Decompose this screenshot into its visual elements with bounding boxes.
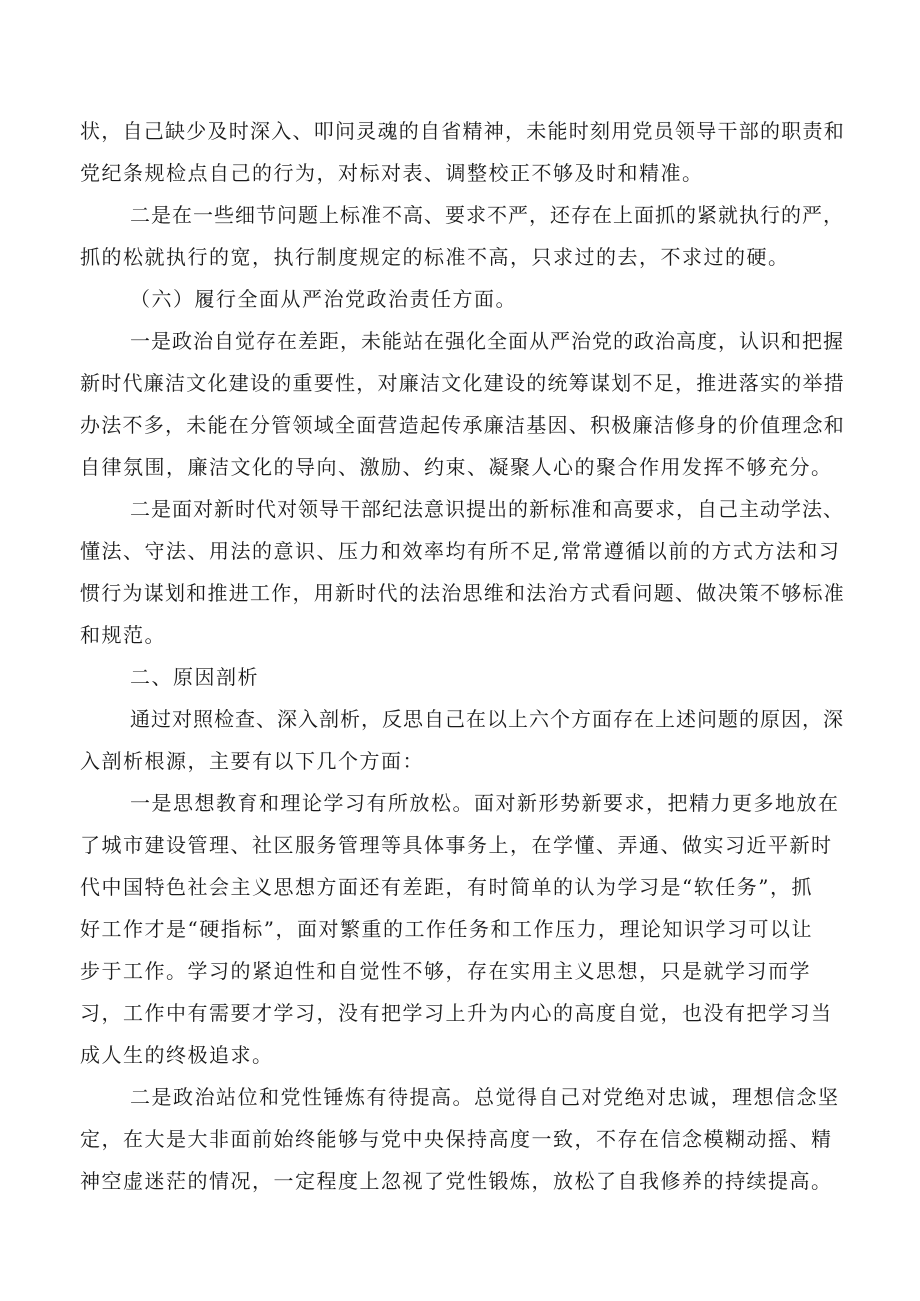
text-line: 了城市建设管理、社区服务管理等具体事务上，在学懂、弄通、做实习近平新时 (80, 833, 833, 857)
text-line: 步于工作。学习的紧迫性和自觉性不够，存在实用主义思想，只是就学习而学 (80, 959, 811, 983)
section-heading: （六）履行全面从严治党政治责任方面。 (130, 287, 517, 311)
text-line: 习，工作中有需要才学习，没有把学习上升为内心的高度自觉，也没有把学习当 (80, 1001, 833, 1025)
text-line: 懂法、守法、用法的意识、压力和效率均有所不足,常常遵循以前的方式方法和习 (80, 539, 841, 563)
text-line: 抓的松就执行的宽，执行制度规定的标准不高，只求过的去，不求过的硬。 (80, 245, 790, 269)
text-line: 一是政治自觉存在差距，未能站在强化全面从严治党的政治高度，认识和把握 (130, 329, 844, 353)
text-line: 新时代廉洁文化建设的重要性，对廉洁文化建设的统筹谋划不足，推进落实的举措 (80, 371, 845, 395)
text-line: 一是思想教育和理论学习有所放松。面对新形势新要求，把精力更多地放在 (130, 791, 840, 815)
text-line: 状，自己缺少及时深入、叩问灵魂的自省精神，未能时刻用党员领导干部的职责和 (80, 119, 845, 143)
text-line: 代中国特色社会主义思想方面还有差距，有时简单的认为学习是“软任务”，抓 (80, 875, 813, 899)
section-heading: 二、原因剖析 (130, 665, 259, 689)
text-line: 神空虚迷茫的情况，一定程度上忽视了党性锻炼，放松了自我修养的持续提高。 (80, 1169, 833, 1193)
text-line: 惯行为谋划和推进工作，用新时代的法治思维和法治方式看问题、做决策不够标准 (80, 581, 845, 605)
text-line: 二是在一些细节问题上标准不高、要求不严，还存在上面抓的紧就执行的严， (130, 203, 844, 227)
text-line: 入剖析根源，主要有以下几个方面： (80, 749, 424, 773)
text-line: 好工作才是“硬指标”，面对繁重的工作任务和工作压力，理论知识学习可以让 (80, 917, 813, 941)
text-line: 定，在大是大非面前始终能够与党中央保持高度一致，不存在信念模糊动摇、精 (80, 1127, 833, 1151)
text-line: 党纪条规检点自己的行为，对标对表、调整校正不够及时和精准。 (80, 161, 704, 185)
text-line: 和规范。 (80, 623, 166, 647)
text-line: 成人生的终极追求。 (80, 1043, 274, 1067)
text-line: 二是政治站位和党性锤炼有待提高。总觉得自己对党绝对忠诚，理想信念坚 (130, 1085, 840, 1109)
text-line: 自律氛围，廉洁文化的导向、激励、约束、凝聚人心的聚合作用发挥不够充分。 (80, 455, 833, 479)
text-line: 二是面对新时代对领导干部纪法意识提出的新标准和高要求，自己主动学法、 (130, 497, 844, 521)
text-line: 通过对照检查、深入剖析，反思自己在以上六个方面存在上述问题的原因，深 (130, 707, 844, 731)
text-line: 办法不多，未能在分管领域全面营造起传承廉洁基因、积极廉洁修身的价值理念和 (80, 413, 845, 437)
